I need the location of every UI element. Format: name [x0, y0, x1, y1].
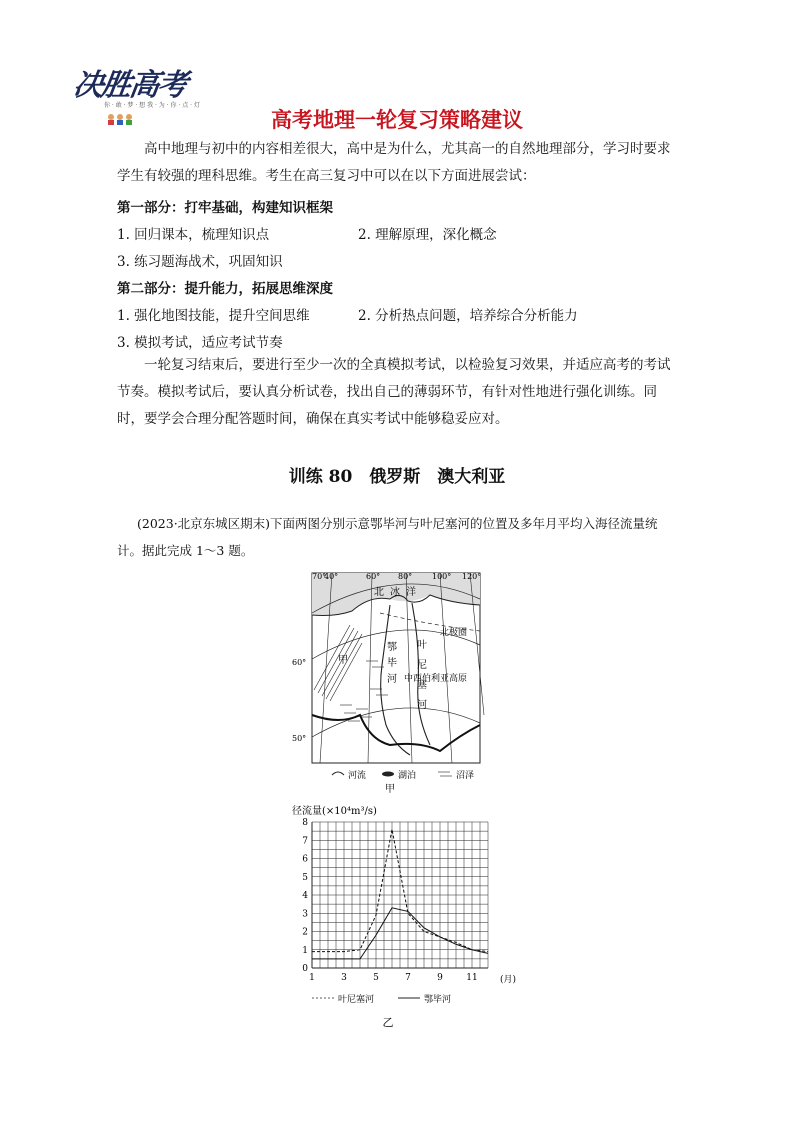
lat-label-70: 70°: [312, 572, 327, 581]
part1-item3: 3. 练习题海战术，巩固知识: [117, 254, 283, 270]
part1-heading: 第一部分：打牢基础，构建知识框架: [117, 200, 333, 216]
lon-label-100: 100°: [432, 572, 452, 581]
logo-slogan: 你 · 敢 · 梦 · 想 我 · 为 · 你 · 点 · 灯: [104, 102, 200, 109]
y-tick-label: 4: [302, 891, 308, 901]
lon-label-120: 120°: [462, 572, 482, 581]
x-tick-label: 1: [309, 973, 315, 983]
legend-swamp-icon: [438, 772, 452, 776]
x-tick-label: 7: [405, 973, 411, 983]
y-tick-label: 0: [302, 964, 308, 974]
lat-label-60: 60°: [292, 658, 307, 667]
lat-label-50: 50°: [292, 734, 307, 743]
chart-y-ticks: [302, 818, 308, 974]
chart-ylabel: 径流量(×10⁴m³/s): [292, 806, 377, 817]
y-tick-label: 8: [302, 818, 308, 828]
section-title: 训练 80 俄罗斯 澳大利亚: [288, 467, 506, 487]
sea-label: 北冰洋: [374, 587, 422, 598]
part2-heading: 第二部分：提升能力，拓展思维深度: [117, 281, 333, 297]
logo-text: 决胜高考: [71, 68, 188, 103]
part2-item1: 1. 强化地图技能，提升空间思维: [117, 308, 310, 324]
question-intro: [117, 510, 679, 564]
y-tick-label: 1: [302, 945, 308, 956]
runoff-chart: [278, 800, 518, 1050]
chart-x-ticks: [309, 973, 478, 983]
part1-item2: 2. 理解原理，深化概念: [358, 227, 497, 243]
y-tick-label: 3: [302, 909, 308, 920]
x-tick-label: 11: [466, 973, 478, 983]
legend-river-icon: [332, 772, 344, 775]
legend-series-2: 鄂毕河: [424, 995, 452, 1005]
y-tick-label: 7: [302, 836, 308, 847]
map-caption: 甲: [385, 784, 395, 795]
legend-swamp: 沼泽: [456, 771, 475, 781]
part1-item1: 1. 回归课本，梳理知识点: [117, 227, 270, 243]
y-tick-label: 5: [302, 872, 308, 883]
intro-paragraph: 高中地理与初中的内容相差很大，高中是为什么，尤其高一的自然地理部分，学习时要求学生有较强的理科思维。考生在高三复习中可以在以下方面进展尝试：: [117, 141, 671, 184]
question-intro-text: (2023·北京东城区期末)下面两图分别示意鄂毕河与叶尼塞河的位置及多年月平均入海径流量统计。据此完成 1～3 题。: [117, 516, 658, 558]
lon-label-60: 60°: [366, 572, 381, 581]
lon-label-40: 40°: [324, 572, 339, 581]
y-tick-label: 2: [302, 927, 308, 938]
ob-label: 鄂毕河: [384, 641, 396, 689]
y-tick-label: 6: [302, 854, 308, 865]
jia-label: 甲: [338, 655, 348, 666]
legend-series-1: 叶尼塞河: [338, 995, 375, 1005]
plateau-label: 中西伯利亚高原: [404, 674, 468, 684]
main-title: 高考地理一轮复习策略建议: [271, 108, 523, 132]
chart-caption: 乙: [382, 1016, 394, 1029]
map-figure: [290, 565, 490, 795]
closing-paragraph: 一轮复习结束后，要进行至少一次的全真模拟考试，以检验复习效果，并适应高考的考试节奏。模拟考试后，要认真分析试卷，找出自己的薄弱环节，有针对性地进行强化训练。同时，要学会合理分配答题时间，确保在真实考试中能够稳妥应对。: [117, 357, 671, 427]
part2-item3: 3. 模拟考试，适应考试节奏: [117, 335, 283, 351]
lon-label-80: 80°: [398, 572, 413, 581]
legend-lake-icon: [382, 772, 394, 777]
x-tick-label: 9: [437, 973, 443, 983]
part2-item2: 2. 分析热点问题，培养综合分析能力: [358, 308, 578, 324]
yenisei-label: 叶尼塞河: [414, 639, 426, 719]
legend-river: 河流: [348, 771, 367, 781]
legend-lake: 湖泊: [398, 771, 417, 781]
chart-xlabel: (月): [500, 975, 517, 985]
x-tick-label: 3: [341, 973, 347, 983]
arctic-circle-label: 北极圈: [440, 628, 468, 638]
x-tick-label: 5: [373, 973, 379, 983]
